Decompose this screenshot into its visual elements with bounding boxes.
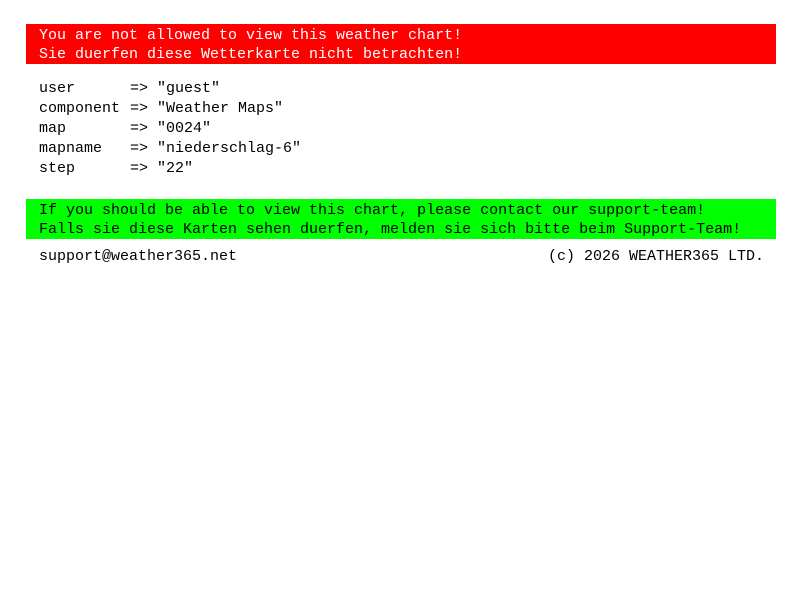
- param-arrow: =>: [130, 80, 149, 97]
- param-arrow: =>: [130, 120, 149, 137]
- param-row-user: [39, 79, 776, 99]
- support-message-de: Falls sie diese Karten sehen duerfen, melden sie sich bitte beim Support-Team!: [39, 221, 742, 238]
- param-arrow: =>: [130, 100, 149, 117]
- param-key: map: [39, 120, 67, 137]
- param-arrow: =>: [130, 140, 149, 157]
- footer: [26, 247, 776, 267]
- param-arrow: =>: [130, 160, 149, 177]
- request-params: [26, 79, 776, 179]
- copyright-notice: (c) 2026 WEATHER365 LTD.: [547, 248, 764, 265]
- param-row-mapname: [39, 139, 776, 159]
- param-row-map: [39, 119, 776, 139]
- denied-message-en: You are not allowed to view this weather chart!: [39, 27, 463, 44]
- support-banner: [26, 199, 776, 239]
- param-value: "0024": [157, 120, 212, 137]
- param-value: "guest": [157, 80, 221, 97]
- param-row-component: [39, 99, 776, 119]
- param-value: "niederschlag-6": [157, 140, 302, 157]
- denied-message-de: Sie duerfen diese Wetterkarte nicht betrachten!: [39, 46, 463, 63]
- param-key: user: [39, 80, 76, 97]
- param-value: "Weather Maps": [157, 100, 284, 117]
- denied-banner: [26, 24, 776, 64]
- param-row-step: [39, 159, 776, 179]
- support-email: support@weather365.net: [39, 248, 238, 265]
- support-message-en: If you should be able to view this chart, please contact our support-team!: [39, 202, 706, 219]
- param-value: "22": [157, 160, 194, 177]
- param-key: mapname: [39, 140, 103, 157]
- param-key: step: [39, 160, 76, 177]
- access-denied-page: [0, 0, 776, 267]
- param-key: component: [39, 100, 121, 117]
